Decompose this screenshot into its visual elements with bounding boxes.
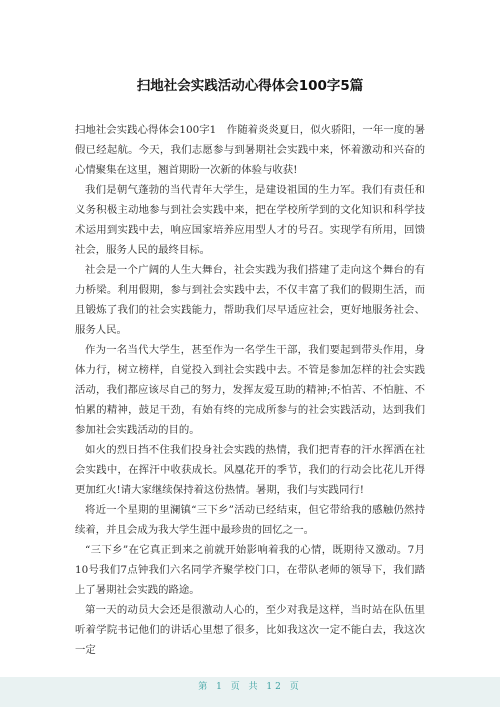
paragraph: 如火的烈日挡不住我们投身社会实践的热情，我们把青春的汗水挥洒在社会实践中，在挥汗中收获成长。风凰花开的季节，我们的行动会比花儿开得更加红火!请大家继续保持着这份热情。暑期，我们与实践同行!	[75, 444, 425, 496]
paragraph: 第一天的动员大会还是很激动人心的，至少对我是这样，当时站在队伍里听着学院书记他们的讲话心里想了很多，比如我这次一定不能白去，我这次一定	[75, 604, 425, 656]
page-number: 第 1 页 共 12 页	[198, 682, 302, 692]
paragraph: 社会是一个广阔的人生大舞台，社会实践为我们搭建了走向这个舞台的有力桥梁。利用假期，参与到社会实践中去，不仅丰富了我们的假期生活，而且锻炼了我们的社会实践能力，帮助我们尽早适应社会，更好地服务社会、服务人民。	[75, 264, 425, 336]
paragraph: 作为一名当代大学生，甚至作为一名学生干部，我们要起到带头作用，身体力行，树立榜样，自觉投入到社会实践中去。不管是参加怎样的社会实践活动，我们都应该尽自己的努力，发挥友爱互助的精神;不怕苦、不怕脏、不怕累的精神，鼓足干劲，有始有终的完成所参与的社会实践活动，达到我们参加社会实践活动的目的。	[75, 344, 425, 436]
document-title: 扫地社会实践活动心得体会100字5篇	[136, 78, 364, 94]
paragraph: 将近一个星期的里澜镇“三下乡”活动已经结束，但它带给我的感触仍然持续着，并且会成为我大学生涯中最珍贵的回忆之一。	[75, 504, 425, 536]
paragraph: 扫地社会实践心得体会100字1 作随着炎炎夏日，似火骄阳，一年一度的暑假已经起航。今天，我们志愿参与到暑期社会实践中来，怀着激动和兴奋的心情聚集在这里，翘首期盼一次新的体验与收获!	[75, 124, 425, 176]
paragraph: 我们是朝气蓬勃的当代青年大学生，是建设祖国的生力军。我们有责任和义务积极主动地参与到社会实践中来，把在学校所学到的文化知识和科学技术运用到实践中去，响应国家培养应用型人才的号召。实现学有所用，回馈社会，服务人民的最终目标。	[75, 184, 425, 256]
document-body	[75, 120, 425, 660]
paragraph: “三下乡”在它真正到来之前就开始影响着我的心情，既期待又激动。7月10号我们7点钟我们六名同学齐聚学校门口，在带队老师的领导下，我们踏上了暑期社会实践的路途。	[75, 544, 425, 596]
